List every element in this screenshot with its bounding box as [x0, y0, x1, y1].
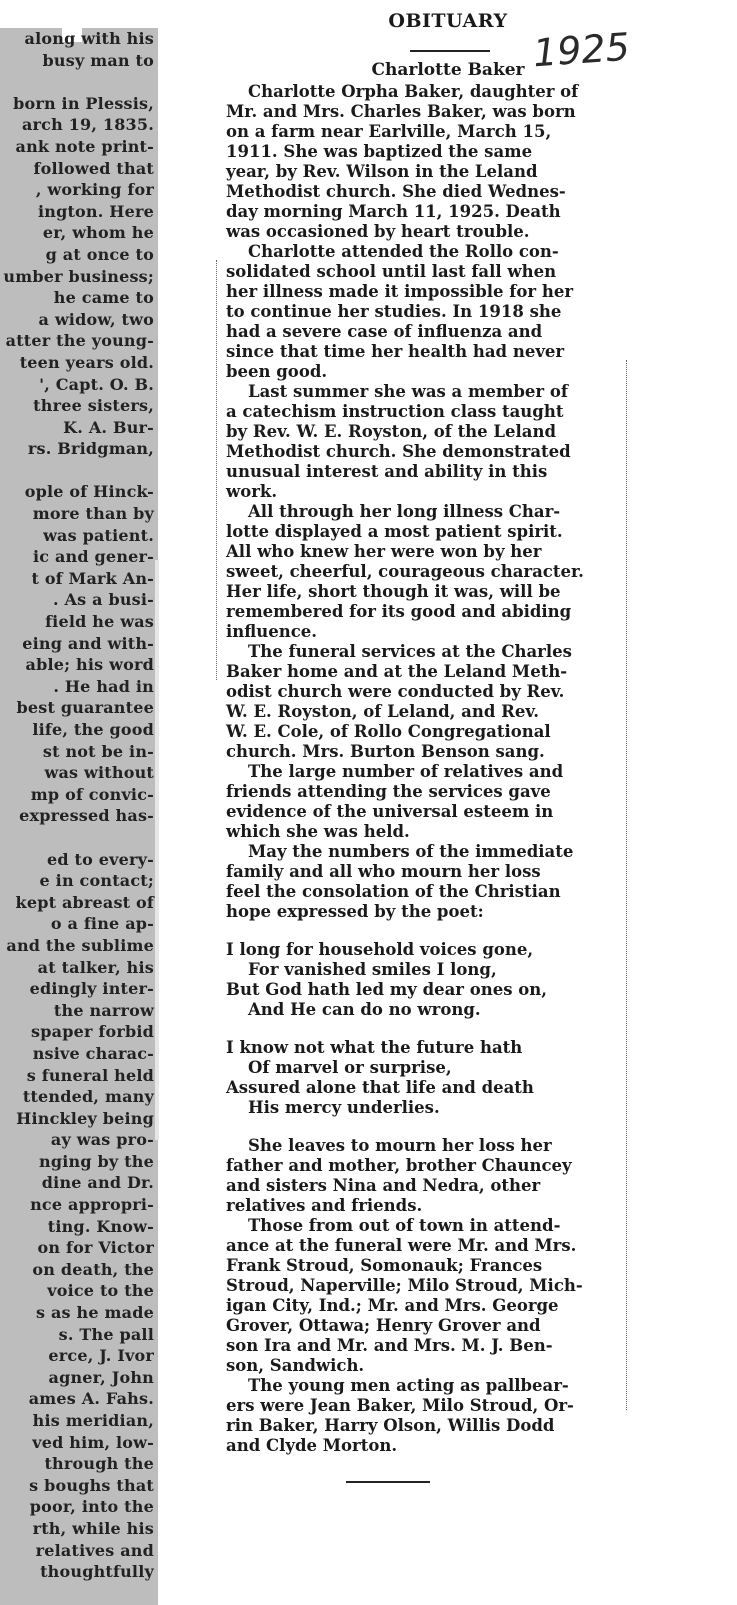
text-line: ', Capt. O. B.	[39, 374, 154, 394]
text-line: Methodist church. She demonstrated	[226, 442, 571, 461]
text-line: relatives and	[35, 1540, 154, 1560]
poem-stanza	[226, 940, 646, 1020]
adjacent-article-text	[0, 28, 154, 1583]
text-line: more than by	[32, 504, 154, 524]
text-line: rin Baker, Harry Olson, Willis Dodd	[226, 1416, 555, 1435]
text-line: and Clyde Morton.	[226, 1436, 398, 1455]
text-line: and sisters Nina and Nedra, other	[226, 1176, 541, 1195]
text-line: odist church were conducted by Rev.	[226, 682, 565, 701]
text-line: dine and Dr.	[41, 1173, 154, 1193]
text-line: born in Plessis,	[13, 93, 154, 113]
text-line: a catechism instruction class taught	[226, 402, 564, 421]
text-line: er, whom he	[42, 223, 154, 243]
text-line: t of Mark An-	[31, 568, 154, 588]
text-line: s. The pall	[58, 1324, 154, 1344]
text-line: . He had in	[53, 676, 154, 696]
text-line: on death, the	[32, 1259, 154, 1279]
text-line: ople of Hinck-	[24, 482, 154, 502]
text-line: erce, J. Ivor	[48, 1346, 154, 1366]
text-line: ames A. Fahs.	[28, 1389, 154, 1409]
text-line: And He can do no wrong.	[248, 1000, 481, 1019]
text-line: day morning March 11, 1925. Death	[226, 202, 561, 221]
poem	[226, 940, 646, 1118]
text-line: ed to every-	[47, 849, 154, 869]
text-line: nging by the	[39, 1151, 154, 1171]
text-line: atter the young-	[5, 331, 154, 351]
text-line: at talker, his	[37, 957, 154, 977]
text-line: life, the good	[32, 720, 154, 739]
text-line: Of marvel or surprise,	[248, 1058, 452, 1077]
text-line: The funeral services at the Charles	[248, 642, 572, 661]
text-line: Baker home and at the Leland Meth-	[226, 662, 568, 681]
text-line: field he was	[45, 612, 154, 632]
text-line: unusual interest and ability in this	[226, 462, 548, 481]
text-line: mp of convic-	[30, 784, 154, 804]
text-line: relatives and friends.	[226, 1196, 423, 1215]
text-line: feel the consolation of the Christian	[226, 882, 561, 901]
text-line: been good.	[226, 362, 328, 381]
text-line: Those from out of town in attend-	[248, 1216, 561, 1235]
text-line: since that time her health had never	[226, 342, 565, 361]
text-line: best guarantee	[16, 698, 154, 718]
text-line: All through her long illness Char-	[248, 502, 561, 521]
text-line: g at once to	[45, 244, 154, 264]
text-line: expressed has-	[19, 806, 154, 826]
paragraph	[226, 502, 646, 642]
text-line: influence.	[226, 622, 318, 641]
paragraph	[226, 1376, 646, 1456]
text-line: ved him, low-	[32, 1432, 154, 1452]
text-line: For vanished smiles I long,	[248, 960, 497, 979]
text-line: and the sublime	[6, 935, 154, 955]
text-line: ank note print-	[15, 136, 154, 156]
text-line: s boughs that	[29, 1475, 154, 1495]
text-line: . As a busi-	[52, 590, 154, 610]
text-line: her illness made it impossible for her	[226, 282, 574, 301]
text-line: She leaves to mourn her loss her	[248, 1136, 552, 1155]
text-line: arch 19, 1835.	[21, 115, 154, 135]
text-line: Frank Stroud, Somonauk; Frances	[226, 1256, 543, 1275]
obituary-name: Charlotte Baker	[371, 60, 525, 80]
text-line: Methodist church. She died Wednes-	[226, 182, 566, 201]
text-line: I long for household voices gone,	[226, 940, 534, 959]
text-line: Stroud, Naperville; Milo Stroud, Mich-	[226, 1276, 583, 1295]
text-line	[0, 460, 154, 482]
text-line: on a farm near Earlville, March 15,	[226, 122, 552, 141]
text-line: umber business;	[3, 266, 154, 286]
text-line: solidated school until last fall when	[226, 262, 557, 281]
text-line: son Ira and Mr. and Mrs. M. J. Ben-	[226, 1336, 553, 1355]
paragraph	[226, 82, 646, 242]
text-line: I know not what the future hath	[226, 1038, 523, 1057]
clipping-edge	[155, 560, 159, 1140]
text-line: voice to the	[47, 1281, 154, 1301]
text-line: busy man to	[42, 50, 154, 70]
text-line: followed that	[33, 158, 154, 178]
stanza-gap	[226, 1020, 646, 1038]
paragraph	[226, 842, 646, 922]
text-line: was occasioned by heart trouble.	[226, 222, 530, 241]
text-line	[0, 827, 154, 849]
text-line: nce appropri-	[30, 1195, 154, 1215]
text-line: st not be in-	[42, 741, 154, 761]
text-line: ic and gener-	[33, 547, 154, 567]
text-line: rth, while his	[32, 1518, 154, 1538]
text-line: , working for	[35, 180, 154, 200]
text-line: igan City, Ind.; Mr. and Mrs. George	[226, 1296, 559, 1315]
obituary-clipping	[178, 0, 668, 1600]
text-line: three sisters,	[33, 396, 154, 416]
text-line: able; his word	[25, 655, 154, 675]
text-line: W. E. Royston, of Leland, and Rev.	[226, 702, 540, 721]
text-line: Mr. and Mrs. Charles Baker, was born	[226, 102, 576, 121]
paragraph	[226, 242, 646, 382]
column-rule-left	[216, 260, 217, 680]
poem-spacer	[226, 1118, 646, 1136]
text-line: had a severe case of influenza and	[226, 322, 543, 341]
text-line: Assured alone that life and death	[226, 1078, 534, 1097]
text-line: spaper forbid	[31, 1022, 154, 1042]
text-line: by Rev. W. E. Royston, of the Leland	[226, 422, 557, 441]
obituary-body	[226, 82, 646, 1456]
closing-paragraphs	[226, 1136, 646, 1456]
text-line: Last summer she was a member of	[248, 382, 568, 401]
text-line: His mercy underlies.	[248, 1098, 440, 1117]
section-header: OBITUARY	[388, 10, 508, 32]
text-line: sweet, cheerful, courageous character.	[226, 562, 584, 581]
text-line: remembered for its good and abiding	[226, 602, 572, 621]
text-line: ers were Jean Baker, Milo Stroud, Or-	[226, 1396, 574, 1415]
text-line: s funeral held	[26, 1065, 154, 1085]
text-line: W. E. Cole, of Rollo Congregational	[226, 722, 551, 741]
text-line: o a fine ap-	[50, 914, 154, 934]
text-line: 1911. She was baptized the same	[226, 142, 533, 161]
text-line: But God hath led my dear ones on,	[226, 980, 548, 999]
text-line: s as he made	[36, 1303, 154, 1323]
handwritten-year: 1925	[531, 24, 632, 76]
header-rule	[410, 50, 490, 52]
text-line: lotte displayed a most patient spirit.	[226, 522, 563, 541]
text-line: nsive charac-	[32, 1043, 154, 1063]
text-line: poor, into the	[29, 1497, 154, 1517]
text-line: Charlotte Orpha Baker, daughter of	[248, 82, 579, 101]
paragraph	[226, 1216, 646, 1376]
text-line: father and mother, brother Chauncey	[226, 1156, 572, 1175]
text-line: ay was pro-	[50, 1130, 154, 1150]
end-rule	[346, 1481, 430, 1483]
paragraph	[226, 762, 646, 842]
text-line: to continue her studies. In 1918 she	[226, 302, 562, 321]
text-line: church. Mrs. Burton Benson sang.	[226, 742, 545, 761]
text-line: ttended, many	[22, 1087, 154, 1107]
text-line: thoughtfully	[40, 1562, 154, 1582]
text-line: was patient.	[43, 525, 154, 545]
obituary-paragraphs	[226, 82, 646, 922]
text-line: The large number of relatives and	[248, 762, 564, 781]
text-line: Hinckley being	[16, 1108, 154, 1128]
text-line: ting. Know-	[47, 1216, 154, 1236]
paragraph	[226, 382, 646, 502]
text-line: The young men acting as pallbear-	[248, 1376, 569, 1395]
text-line: family and all who mourn her loss	[226, 862, 541, 881]
text-line: agner, John	[48, 1367, 154, 1387]
text-line: ington. Here	[37, 201, 154, 221]
text-line: he came to	[53, 288, 154, 308]
text-line: his meridian,	[32, 1411, 154, 1430]
text-line: ance at the funeral were Mr. and Mrs.	[226, 1236, 577, 1255]
text-line: the narrow	[53, 1000, 154, 1020]
text-line: e in contact;	[39, 871, 154, 891]
paragraph	[226, 1136, 646, 1216]
text-line: kept abreast of	[15, 892, 154, 912]
poem-spacer	[226, 922, 646, 940]
column-rule-right	[626, 360, 627, 1410]
text-line: which she was held.	[226, 822, 410, 841]
text-line: evidence of the universal esteem in	[226, 802, 554, 821]
text-line: friends attending the services gave	[226, 782, 551, 801]
text-line: eing and with-	[22, 633, 154, 653]
text-line: Charlotte attended the Rollo con-	[248, 242, 559, 261]
text-line: K. A. Bur-	[63, 417, 154, 437]
text-line: on for Victor	[37, 1238, 154, 1258]
text-line: was without	[44, 763, 154, 783]
text-line: Her life, short though it was, will be	[226, 582, 561, 601]
text-line: along with his	[24, 29, 154, 48]
paragraph	[226, 642, 646, 762]
poem-stanza	[226, 1038, 646, 1118]
adjacent-article-column	[0, 28, 158, 1605]
text-line: work.	[226, 482, 278, 501]
text-line: edingly inter-	[29, 979, 154, 999]
text-line: through the	[44, 1454, 154, 1474]
text-line: All who knew her were won by her	[226, 542, 542, 561]
text-line: son, Sandwich.	[226, 1356, 365, 1375]
text-line	[0, 71, 154, 93]
text-line: year, by Rev. Wilson in the Leland	[226, 162, 538, 181]
text-line: teen years old.	[19, 352, 154, 372]
text-line: Grover, Ottawa; Henry Grover and	[226, 1316, 541, 1335]
text-line: hope expressed by the poet:	[226, 902, 484, 921]
text-line: May the numbers of the immediate	[248, 842, 574, 861]
text-line: rs. Bridgman,	[27, 439, 154, 459]
text-line: a widow, two	[38, 309, 154, 329]
